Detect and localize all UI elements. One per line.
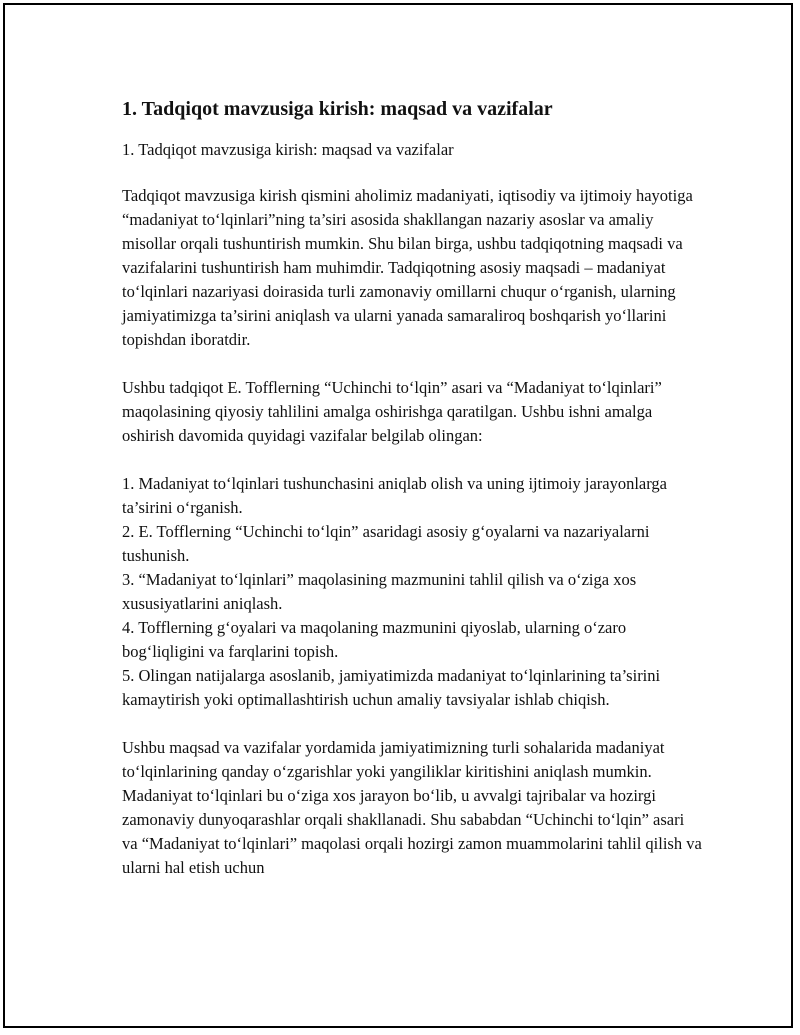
paragraph-scope: Ushbu tadqiqot E. Tofflerning “Uchinchi to‘lqin” asari va “Madaniyat to‘lqinlari” maqolasining qiyosiy tahlilini amalga oshirishga qaratilgan. Ushbu ishni amalga oshirish davomida quyidagi vazifalar belgilab olingan: <box>122 378 662 445</box>
paragraph-intro: Tadqiqot mavzusiga kirish qismini aholimiz madaniyati, iqtisodiy va ijtimoiy hayotiga “madaniyat to‘lqinlari”ning ta’siri asosida shakllangan nazariy asoslar va amaliy misollar orqali tushuntirish mumkin. Shu bilan birga, ushbu tadqiqotning maqsadi va vazifalarini tushuntirish ham muhimdir. Tadqiqotning asosiy maqsadi – madaniyat to‘lqinlari nazariyasi doirasida turli zamonaviy omillarni chuqur o‘rganish, ularning jamiyatimizga ta’sirini aniqlash va ularni yanada samaraliroq boshqarish yo‘llarini topishdan iboratdir. <box>122 186 693 349</box>
list-item: 3. “Madaniyat to‘lqinlari” maqolasining mazmunini tahlil qilish va o‘ziga xos xususiyatlarini aniqlash. <box>122 570 637 613</box>
list-item: 5. Olingan natijalarga asoslanib, jamiyatimizda madaniyat to‘lqinlarining ta’sirini kamaytirish yoki optimallashtirish uchun amaliy tavsiyalar ishlab chiqish. <box>122 666 661 709</box>
list-item: 2. E. Tofflerning “Uchinchi to‘lqin” asaridagi asosiy g‘oyalarni va nazariyalarni tushunish. <box>122 522 650 565</box>
document-page <box>3 3 793 1028</box>
list-item: 4. Tofflerning g‘oyalari va maqolaning mazmunini qiyoslab, ularning o‘zaro bog‘liqligini va farqlarini topish. <box>122 618 627 661</box>
document-body <box>122 95 702 904</box>
list-item: 1. Madaniyat to‘lqinlari tushunchasini aniqlab olish va uning ijtimoiy jarayonlarga ta’sirini o‘rganish. <box>122 474 668 517</box>
section-subheading: 1. Tadqiqot mavzusiga kirish: maqsad va vazifalar <box>122 140 454 159</box>
task-list <box>122 472 702 712</box>
document-title: 1. Tadqiqot mavzusiga kirish: maqsad va vazifalar <box>122 98 553 120</box>
paragraph-conclusion: Ushbu maqsad va vazifalar yordamida jamiyatimizning turli sohalarida madaniyat to‘lqinlarining qanday o‘zgarishlar yoki yangiliklar kiritishini aniqlash mumkin. Madaniyat to‘lqinlari bu o‘ziga xos jarayon bo‘lib, u avvalgi tajribalar va hozirgi zamonaviy dunyoqarashlar orqali shakllanadi. Shu sababdan “Uchinchi to‘lqin” asari va “Madaniyat to‘lqinlari” maqolasi orqali hozirgi zamon muammolarini tahlil qilish va ularni hal etish uchun <box>122 738 702 877</box>
